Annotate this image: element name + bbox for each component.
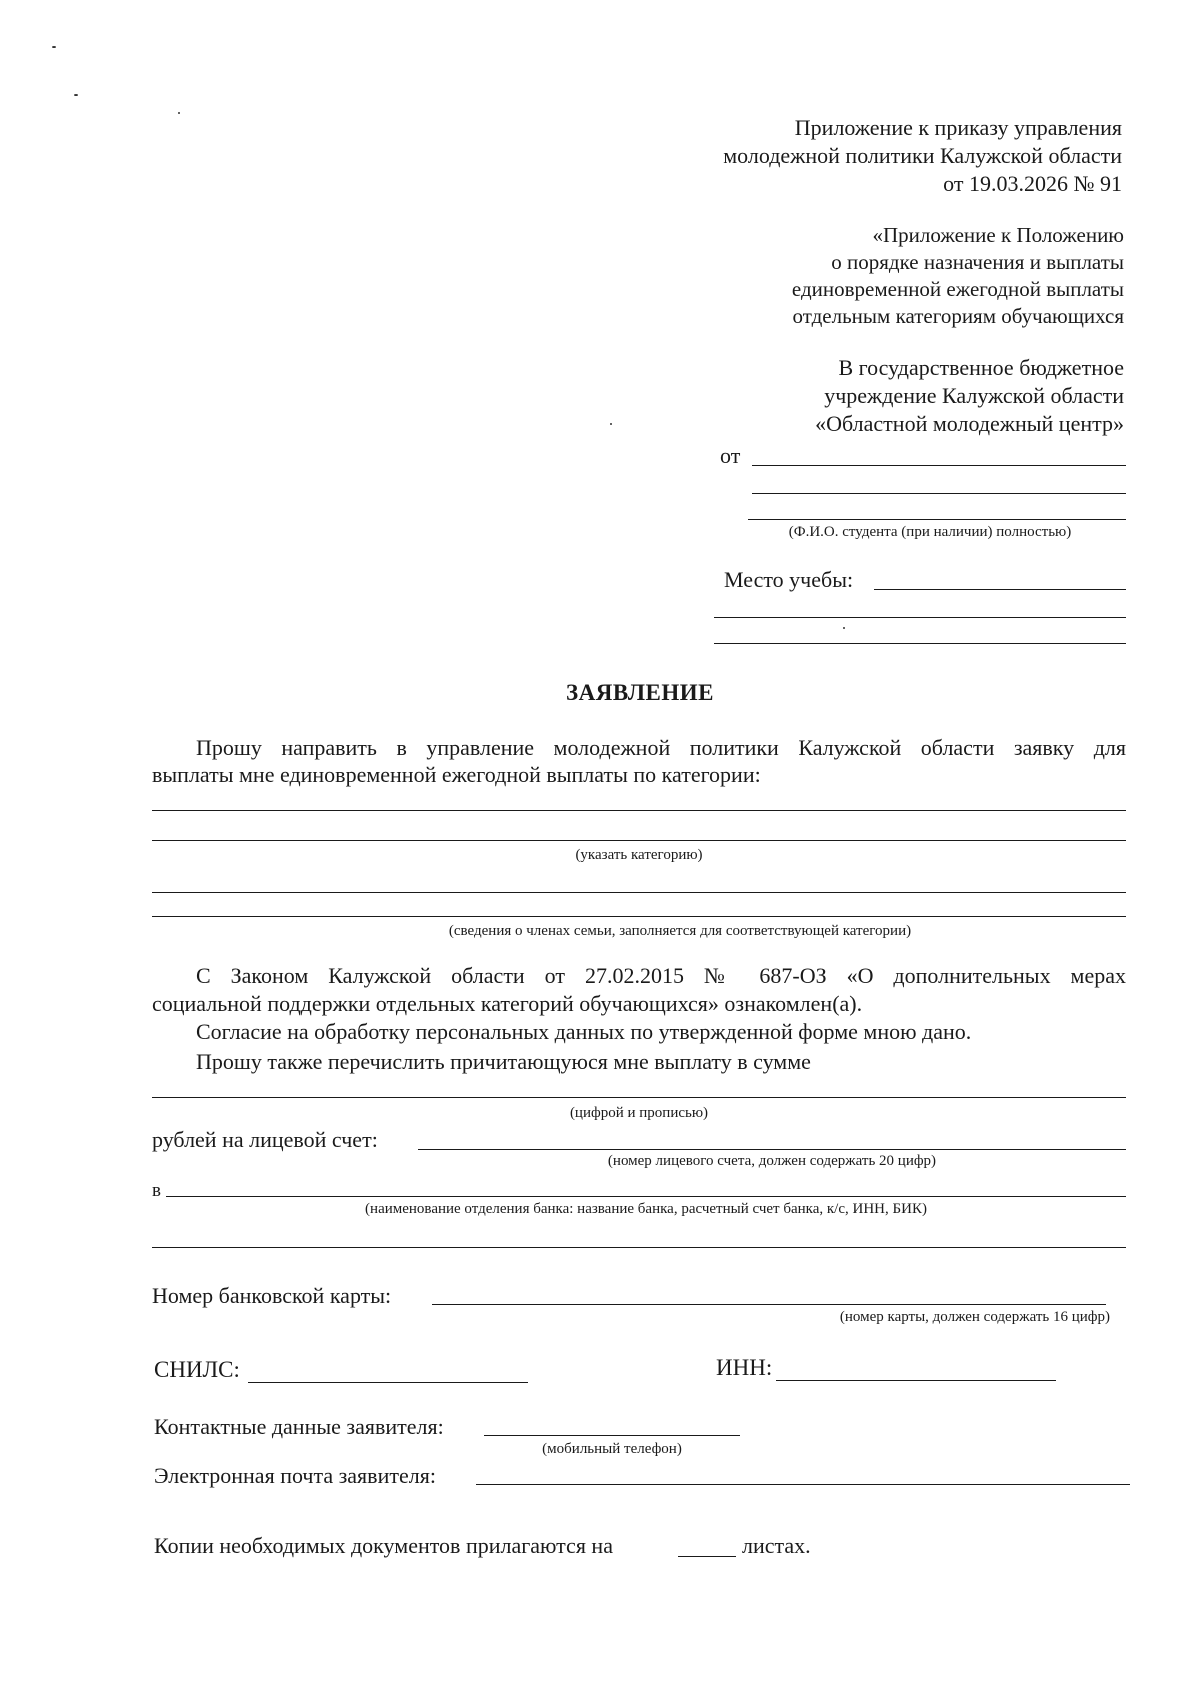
- category-caption: (указать категорию): [575, 847, 703, 863]
- addressee-line: учреждение Калужской области: [824, 383, 1124, 408]
- amount-field[interactable]: [152, 1097, 1126, 1098]
- appendix-regulation: [564, 222, 1124, 330]
- snils-field[interactable]: [248, 1382, 528, 1383]
- addressee-line: В государственное бюджетное: [838, 355, 1124, 380]
- bank-field-2[interactable]: [152, 1247, 1126, 1248]
- category-field[interactable]: [152, 810, 1126, 811]
- study-place-field[interactable]: [874, 589, 1126, 590]
- inn-label: ИНН:: [716, 1355, 773, 1380]
- transfer-line: Прошу также перечислить причитающуюся мне выплату в сумме: [196, 1049, 811, 1074]
- account-caption: (номер лицевого счета, должен содержать 20 цифр): [607, 1153, 937, 1169]
- addressee: [564, 354, 1124, 438]
- scan-speck: [52, 46, 56, 48]
- inn-field[interactable]: [776, 1380, 1056, 1381]
- study-place-label: Место учебы:: [724, 567, 854, 592]
- study-place-field-3[interactable]: [714, 643, 1126, 644]
- scan-speck: [178, 112, 180, 114]
- email-field[interactable]: [476, 1484, 1130, 1485]
- card-number-field[interactable]: [432, 1304, 1106, 1305]
- consent-line: Согласие на обработку персональных данных по утвержденной форме мною дано.: [196, 1019, 972, 1044]
- applicant-name-field[interactable]: [752, 465, 1126, 466]
- fio-caption: (Ф.И.О. студента (при наличии) полностью): [788, 524, 1072, 540]
- appendix-header-line: молодежной политики Калужской области: [723, 143, 1122, 168]
- family-info-field[interactable]: [152, 892, 1126, 893]
- document-title: ЗАЯВЛЕНИЕ: [566, 680, 714, 705]
- attachments-prefix: Копии необходимых документов прилагаются на: [154, 1533, 613, 1558]
- scan-speck: [843, 627, 845, 629]
- amount-caption: (цифрой и прописью): [569, 1105, 709, 1121]
- appendix-header-line: от 19.03.2026 № 91: [943, 171, 1122, 196]
- card-caption: (номер карты, должен содержать 16 цифр): [839, 1309, 1110, 1325]
- appendix-header: [562, 114, 1122, 198]
- category-field-2[interactable]: [152, 840, 1126, 841]
- appendix-regulation-line: о порядке назначения и выплаты: [831, 250, 1124, 274]
- law-line-1: С Законом Калужской области от 27.02.2015 № 687-ОЗ «О дополнительных мерах: [196, 963, 1126, 988]
- request-line-2: выплаты мне единовременной ежегодной выплаты по категории:: [152, 762, 761, 787]
- phone-caption: (мобильный телефон): [542, 1441, 682, 1457]
- bank-prefix: в: [152, 1180, 161, 1201]
- law-line-2: социальной поддержки отдельных категорий обучающихся» ознакомлен(а).: [152, 991, 863, 1016]
- sheets-count-field[interactable]: [678, 1556, 736, 1557]
- appendix-regulation-line: единовременной ежегодной выплаты: [791, 277, 1124, 301]
- account-label: рублей на лицевой счет:: [152, 1127, 378, 1152]
- appendix-regulation-line: отдельным категориям обучающихся: [792, 304, 1124, 328]
- snils-label: СНИЛС:: [154, 1357, 240, 1382]
- account-number-field[interactable]: [418, 1149, 1126, 1150]
- card-label: Номер банковской карты:: [152, 1283, 392, 1308]
- phone-label: Контактные данные заявителя:: [154, 1414, 444, 1439]
- addressee-line: «Областной молодежный центр»: [815, 411, 1124, 436]
- study-place-field-2[interactable]: [714, 617, 1126, 618]
- family-info-field-2[interactable]: [152, 916, 1126, 917]
- bank-caption: (наименование отделения банка: название банка, расчетный счет банка, к/с, ИНН, БИК): [365, 1201, 927, 1217]
- appendix-regulation-line: «Приложение к Положению: [872, 223, 1124, 247]
- attachments-suffix: листах.: [742, 1533, 811, 1558]
- applicant-name-field-3[interactable]: [748, 519, 1126, 520]
- bank-field[interactable]: [166, 1196, 1126, 1197]
- applicant-name-field-2[interactable]: [752, 493, 1126, 494]
- request-line-1: Прошу направить в управление молодежной политики Калужской области заявку для: [196, 735, 1126, 760]
- from-label: от: [720, 443, 741, 468]
- phone-field[interactable]: [484, 1435, 740, 1436]
- scan-speck: [74, 94, 78, 96]
- email-label: Электронная почта заявителя:: [154, 1463, 436, 1488]
- family-info-caption: (сведения о членах семьи, заполняется для соответствующей категории): [448, 923, 912, 939]
- appendix-header-line: Приложение к приказу управления: [794, 115, 1122, 140]
